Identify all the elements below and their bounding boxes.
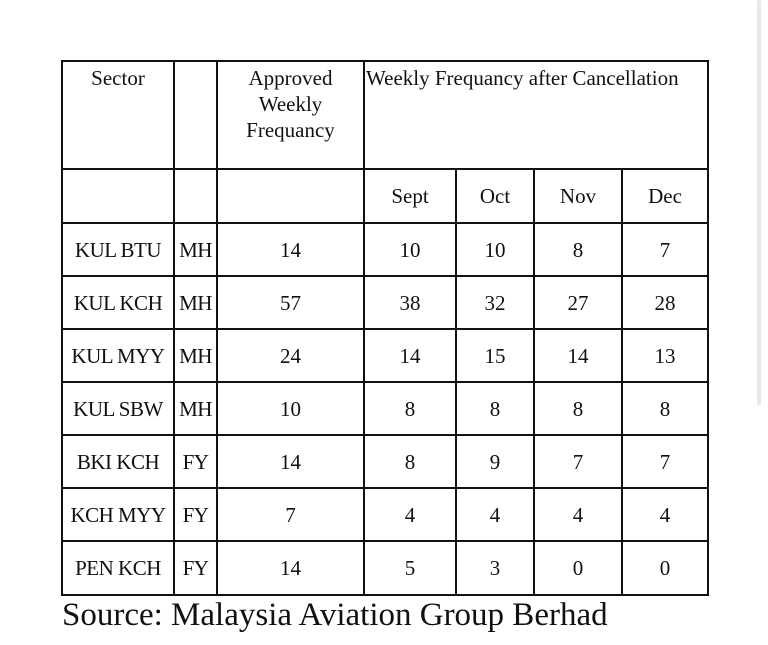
frequency-table: [61, 60, 709, 596]
table-row: [62, 276, 708, 329]
approved-cell: 57: [217, 276, 364, 329]
oct-cell: 9: [456, 435, 534, 488]
sector-cell: KUL SBW: [62, 382, 174, 435]
month-header-row: [62, 169, 708, 223]
nov-cell: 8: [534, 223, 622, 276]
sector-cell: KUL KCH: [62, 276, 174, 329]
month-header-sept: Sept: [364, 169, 456, 223]
airline-cell: FY: [174, 541, 217, 595]
sector-cell: KUL BTU: [62, 223, 174, 276]
nov-cell: 7: [534, 435, 622, 488]
empty-cell: [217, 169, 364, 223]
table-row: [62, 382, 708, 435]
sept-cell: 10: [364, 223, 456, 276]
source-caption: Source: Malaysia Aviation Group Berhad: [62, 597, 608, 633]
dec-cell: 0: [622, 541, 708, 595]
nov-cell: 4: [534, 488, 622, 541]
approved-frequency-header: Approved Weekly Frequancy: [217, 61, 364, 169]
airline-cell: FY: [174, 488, 217, 541]
sept-cell: 4: [364, 488, 456, 541]
dec-cell: 7: [622, 435, 708, 488]
airline-cell: MH: [174, 329, 217, 382]
approved-cell: 10: [217, 382, 364, 435]
nov-cell: 0: [534, 541, 622, 595]
dec-cell: 13: [622, 329, 708, 382]
approved-cell: 24: [217, 329, 364, 382]
approved-cell: 14: [217, 435, 364, 488]
month-header-oct: Oct: [456, 169, 534, 223]
table-row: [62, 541, 708, 595]
dec-cell: 28: [622, 276, 708, 329]
scrollbar[interactable]: [757, 0, 761, 405]
table-row: [62, 488, 708, 541]
sector-header: Sector: [62, 61, 174, 169]
approved-cell: 7: [217, 488, 364, 541]
sept-cell: 14: [364, 329, 456, 382]
empty-cell: [62, 169, 174, 223]
nov-cell: 14: [534, 329, 622, 382]
nov-cell: 27: [534, 276, 622, 329]
table-row: [62, 223, 708, 276]
oct-cell: 10: [456, 223, 534, 276]
oct-cell: 15: [456, 329, 534, 382]
airline-header: [174, 61, 217, 169]
airline-cell: MH: [174, 276, 217, 329]
month-header-nov: Nov: [534, 169, 622, 223]
sector-cell: KUL MYY: [62, 329, 174, 382]
approved-cell: 14: [217, 541, 364, 595]
dec-cell: 4: [622, 488, 708, 541]
oct-cell: 32: [456, 276, 534, 329]
sept-cell: 8: [364, 382, 456, 435]
header-row: [62, 61, 708, 169]
dec-cell: 8: [622, 382, 708, 435]
airline-cell: MH: [174, 382, 217, 435]
oct-cell: 8: [456, 382, 534, 435]
sector-cell: BKI KCH: [62, 435, 174, 488]
month-header-dec: Dec: [622, 169, 708, 223]
sept-cell: 8: [364, 435, 456, 488]
table-row: [62, 329, 708, 382]
after-cancellation-header: Weekly Frequancy after Cancellation: [364, 61, 708, 169]
nov-cell: 8: [534, 382, 622, 435]
approved-cell: 14: [217, 223, 364, 276]
oct-cell: 4: [456, 488, 534, 541]
sept-cell: 5: [364, 541, 456, 595]
oct-cell: 3: [456, 541, 534, 595]
airline-cell: MH: [174, 223, 217, 276]
dec-cell: 7: [622, 223, 708, 276]
sept-cell: 38: [364, 276, 456, 329]
sector-cell: PEN KCH: [62, 541, 174, 595]
table-row: [62, 435, 708, 488]
airline-cell: FY: [174, 435, 217, 488]
sector-cell: KCH MYY: [62, 488, 174, 541]
empty-cell: [174, 169, 217, 223]
